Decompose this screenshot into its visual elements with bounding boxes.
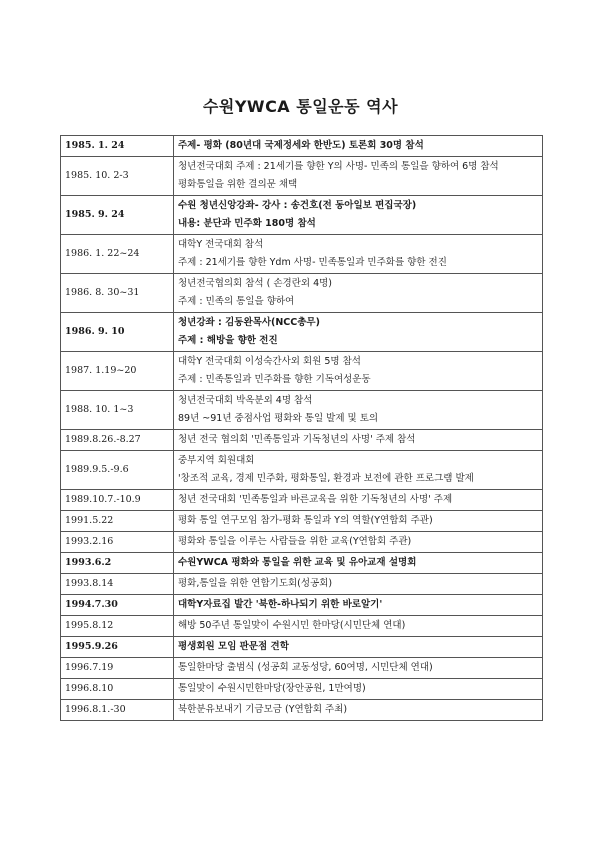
event-description-cell — [174, 352, 543, 391]
event-description-cell — [174, 637, 543, 658]
table-row — [61, 313, 543, 352]
table-row — [61, 595, 543, 616]
table-row — [61, 679, 543, 700]
event-description-cell — [174, 658, 543, 679]
event-date-cell: 1989.10.7.-10.9 — [61, 490, 174, 511]
event-date-cell: 1996.7.19 — [61, 658, 174, 679]
event-description-line: 청년 전국대회 '민족통일과 바른교육을 위한 기독청년의 사명' 주제 — [178, 494, 453, 505]
event-description-cell — [174, 574, 543, 595]
event-description-cell — [174, 274, 543, 313]
table-row — [61, 391, 543, 430]
event-date-cell: 1995.9.26 — [61, 637, 174, 658]
event-date-cell: 1994.7.30 — [61, 595, 174, 616]
event-date-cell: 1996.8.10 — [61, 679, 174, 700]
event-description-line: 통일한마당 출범식 (성공회 교동성당, 60여명, 시민단체 연대) — [178, 662, 433, 673]
table-row — [61, 430, 543, 451]
event-date-cell: 1986. 9. 10 — [61, 313, 174, 352]
event-description-cell — [174, 157, 543, 196]
event-description-cell — [174, 313, 543, 352]
table-row — [61, 637, 543, 658]
event-date-cell: 1988. 10. 1~3 — [61, 391, 174, 430]
history-table-body — [61, 136, 543, 721]
event-date-cell: 1985. 9. 24 — [61, 196, 174, 235]
event-date-cell: 1993.2.16 — [61, 532, 174, 553]
event-description-cell — [174, 391, 543, 430]
page-title: 수원YWCA 통일운동 역사 — [202, 97, 399, 116]
event-date-cell: 1989.9.5.-9.6 — [61, 451, 174, 490]
event-date-cell: 1993.8.14 — [61, 574, 174, 595]
event-description-line: 평화와 통일을 이루는 사람들을 위한 교육(Y연합회 주관) — [178, 536, 412, 547]
table-row — [61, 511, 543, 532]
event-description-line: 대학Y자료집 발간 '북한-하나되기 위한 바로알기' — [178, 599, 383, 610]
event-description-line: 대학Y 전국대회 참석 — [178, 239, 264, 250]
event-description-line: 주제 : 민족통일과 민주화를 향한 기독여성운동 — [178, 374, 371, 385]
event-description-line: 평화통일을 위한 결의문 채택 — [178, 179, 298, 190]
event-description-line: 청년전국협의회 참석 ( 손경란외 4명) — [178, 278, 333, 289]
event-description-cell — [174, 235, 543, 274]
table-row — [61, 136, 543, 157]
event-description-cell — [174, 553, 543, 574]
table-row — [61, 553, 543, 574]
event-description-cell — [174, 451, 543, 490]
table-row — [61, 658, 543, 679]
event-description-cell — [174, 616, 543, 637]
event-description-cell — [174, 700, 543, 721]
event-description-cell — [174, 532, 543, 553]
event-description-line: 북한분유보내기 기금모금 (Y연합회 주최) — [178, 704, 348, 715]
event-description-line: 89년 ~91년 중점사업 평화와 통일 발제 및 토의 — [178, 413, 379, 424]
table-row — [61, 157, 543, 196]
event-description-cell — [174, 511, 543, 532]
event-date-cell: 1987. 1.19~20 — [61, 352, 174, 391]
event-date-cell: 1993.6.2 — [61, 553, 174, 574]
event-description-line: 통일맞이 수원시민한마당(장안공원, 1만여명) — [178, 683, 366, 694]
table-row — [61, 451, 543, 490]
event-description-cell — [174, 196, 543, 235]
table-row — [61, 196, 543, 235]
event-date-cell: 1989.8.26.-8.27 — [61, 430, 174, 451]
table-row — [61, 574, 543, 595]
table-row — [61, 532, 543, 553]
event-date-cell: 1985. 1. 24 — [61, 136, 174, 157]
event-description-cell — [174, 430, 543, 451]
event-description-line: 대학Y 전국대회 이성숙간사외 회원 5명 참석 — [178, 356, 361, 367]
event-date-cell: 1985. 10. 2-3 — [61, 157, 174, 196]
event-description-line: 내용: 분단과 민주화 180명 참석 — [178, 218, 316, 229]
event-date-cell: 1986. 8. 30~31 — [61, 274, 174, 313]
event-date-cell: 1995.8.12 — [61, 616, 174, 637]
event-description-cell — [174, 679, 543, 700]
event-description-cell — [174, 136, 543, 157]
event-date-cell: 1996.8.1.-30 — [61, 700, 174, 721]
event-description-line: 청년전국대회 주제 : 21세기를 향한 Y의 사명- 민족의 통일을 향하여 6명 참석 — [178, 161, 499, 172]
event-description-line: 주제- 평화 (80년대 국제정세와 한반도) 토론회 30명 참석 — [178, 140, 424, 151]
event-description-line: 청년 전국 협의회 '민족통일과 기독청년의 사명' 주제 참석 — [178, 434, 416, 445]
table-row — [61, 490, 543, 511]
event-description-line: 청년전국대회 박옥분외 4명 참석 — [178, 395, 313, 406]
event-description-line: 주제 : 해방을 향한 전진 — [178, 335, 278, 346]
event-description-line: 중부지역 회원대회 — [178, 455, 255, 466]
event-description-line: '창조적 교육, 경제 민주화, 평화통일, 환경과 보전에 관한 프로그램 발제 — [178, 473, 474, 484]
event-description-line: 수원YWCA 평화와 통일을 위한 교육 및 유아교재 설명회 — [178, 557, 417, 568]
event-description-line: 주제 : 21세기를 향한 Ydm 사명- 민족통일과 민주화를 향한 전진 — [178, 257, 447, 268]
event-description-line: 평화 통일 연구모임 참가-평화 통일과 Y의 역할(Y연합회 주관) — [178, 515, 433, 526]
event-description-cell — [174, 595, 543, 616]
event-description-line: 해방 50주년 통일맞이 수원시민 한마당(시민단체 연대) — [178, 620, 406, 631]
table-row — [61, 616, 543, 637]
history-table — [60, 135, 543, 721]
table-row — [61, 274, 543, 313]
event-description-line: 평화,통일을 위한 연합기도회(성공회) — [178, 578, 333, 589]
event-description-cell — [174, 490, 543, 511]
event-description-line: 수원 청년신앙강좌- 강사 : 송건호(전 동아일보 편집국장) — [178, 200, 417, 211]
table-row — [61, 700, 543, 721]
event-description-line: 청년강좌 : 김동완목사(NCC총무) — [178, 317, 320, 328]
event-description-line: 평생회원 모임 판문점 견학 — [178, 641, 289, 652]
table-row — [61, 235, 543, 274]
table-row — [61, 352, 543, 391]
event-date-cell: 1991.5.22 — [61, 511, 174, 532]
event-date-cell: 1986. 1. 22~24 — [61, 235, 174, 274]
event-description-line: 주제 : 민족의 통일을 향하여 — [178, 296, 295, 307]
